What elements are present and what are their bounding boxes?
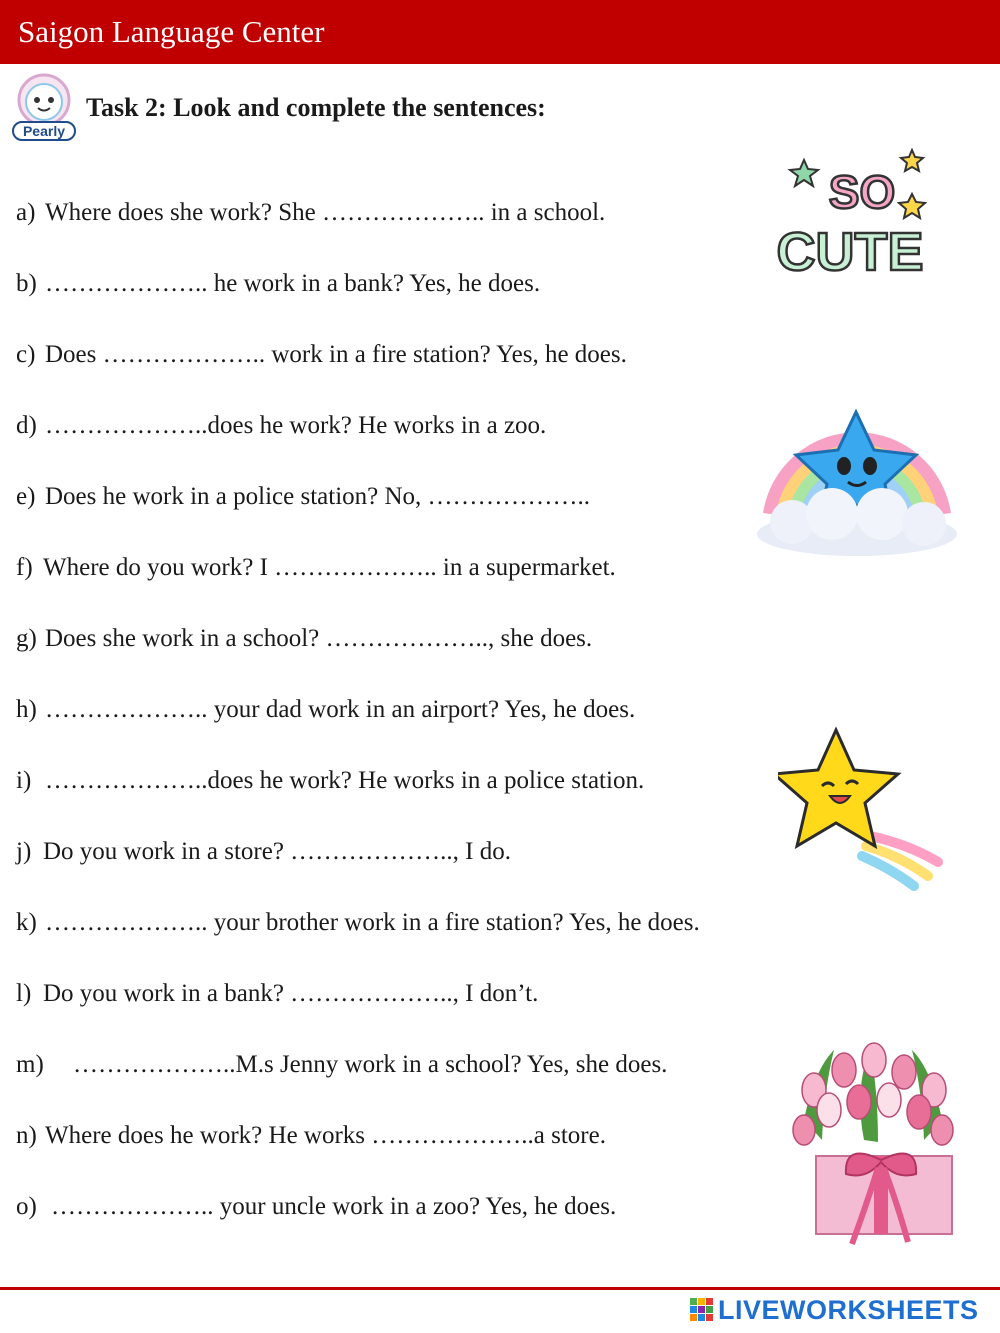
item-label: c) [16,341,36,368]
item-text: Where does he work? He works ………………..a store. [45,1122,606,1149]
item-text: Where do you work? I ……………….. in a supermarket. [43,554,616,581]
item-text: ……………….. your brother work in a fire station? Yes, he does. [45,909,700,936]
item-text: ………………..M.s Jenny work in a school? Yes, she does. [73,1051,668,1078]
exercise-item [16,693,635,727]
exercise-item [16,764,644,798]
item-label: m) [16,1051,44,1078]
item-label: k) [16,909,37,936]
item-label: j) [16,838,32,865]
item-label: g) [16,625,37,652]
header-bar [0,0,1000,64]
header-title: Saigon Language Center [18,14,325,49]
item-text: Does ……………….. work in a fire station? Yes, he does. [45,341,627,368]
item-label: a) [16,199,36,226]
item-text: Does she work in a school? ……………….., she does. [45,625,593,652]
liveworksheets-logo-icon [690,1298,714,1322]
exercise-item [16,1119,606,1153]
item-label: h) [16,696,37,723]
item-label: f) [16,554,33,581]
exercise-item [16,906,700,940]
footer-divider [0,1287,1000,1290]
exercise-item [16,1048,667,1082]
cute-text: CUTE [776,222,924,278]
item-text: ……………….. your dad work in an airport? Yes, he does. [45,696,636,723]
tulip-bouquet-sticker [774,1030,972,1250]
item-text: Do you work in a bank? ……………….., I don’t. [43,980,539,1007]
exercise-item [16,835,511,869]
exercise-item [16,622,592,656]
item-text: ………………..does he work? He works in a police station. [45,767,645,794]
item-label: e) [16,483,36,510]
item-label: d) [16,412,37,439]
item-text: Does he work in a police station? No, ……………….. [45,483,591,510]
exercise-item [16,196,605,230]
exercise-item [16,480,590,514]
exercise-item [16,551,616,585]
exercise-item [16,977,538,1011]
item-label: n) [16,1122,37,1149]
rainbow-star-sticker [752,374,962,558]
so-text: SO [828,166,896,218]
logo-text: Pearly [22,123,66,139]
so-cute-sticker [762,142,940,278]
brand-text: LIVEWORKSHEETS [718,1294,979,1325]
task-title: Task 2: Look and complete the sentences: [86,93,546,122]
item-text: Do you work in a store? ……………….., I do. [43,838,511,865]
item-label: b) [16,270,37,297]
item-label: l) [16,980,32,1007]
item-text: ……………….. he work in a bank? Yes, he does. [45,270,541,297]
item-text: Where does she work? She ……………….. in a school. [45,199,606,226]
exercise-item [16,338,627,372]
item-label: o) [16,1193,37,1220]
item-text: ……………….. your uncle work in a zoo? Yes, he does. [51,1193,617,1220]
exercise-item [16,409,546,443]
exercise-item [16,1190,616,1224]
item-label: i) [16,767,32,794]
liveworksheets-brand[interactable] [690,1294,979,1326]
exercise-item [16,267,540,301]
item-text: ………………..does he work? He works in a zoo. [45,412,547,439]
yellow-star-sticker [778,724,946,892]
pearly-logo [7,72,81,144]
